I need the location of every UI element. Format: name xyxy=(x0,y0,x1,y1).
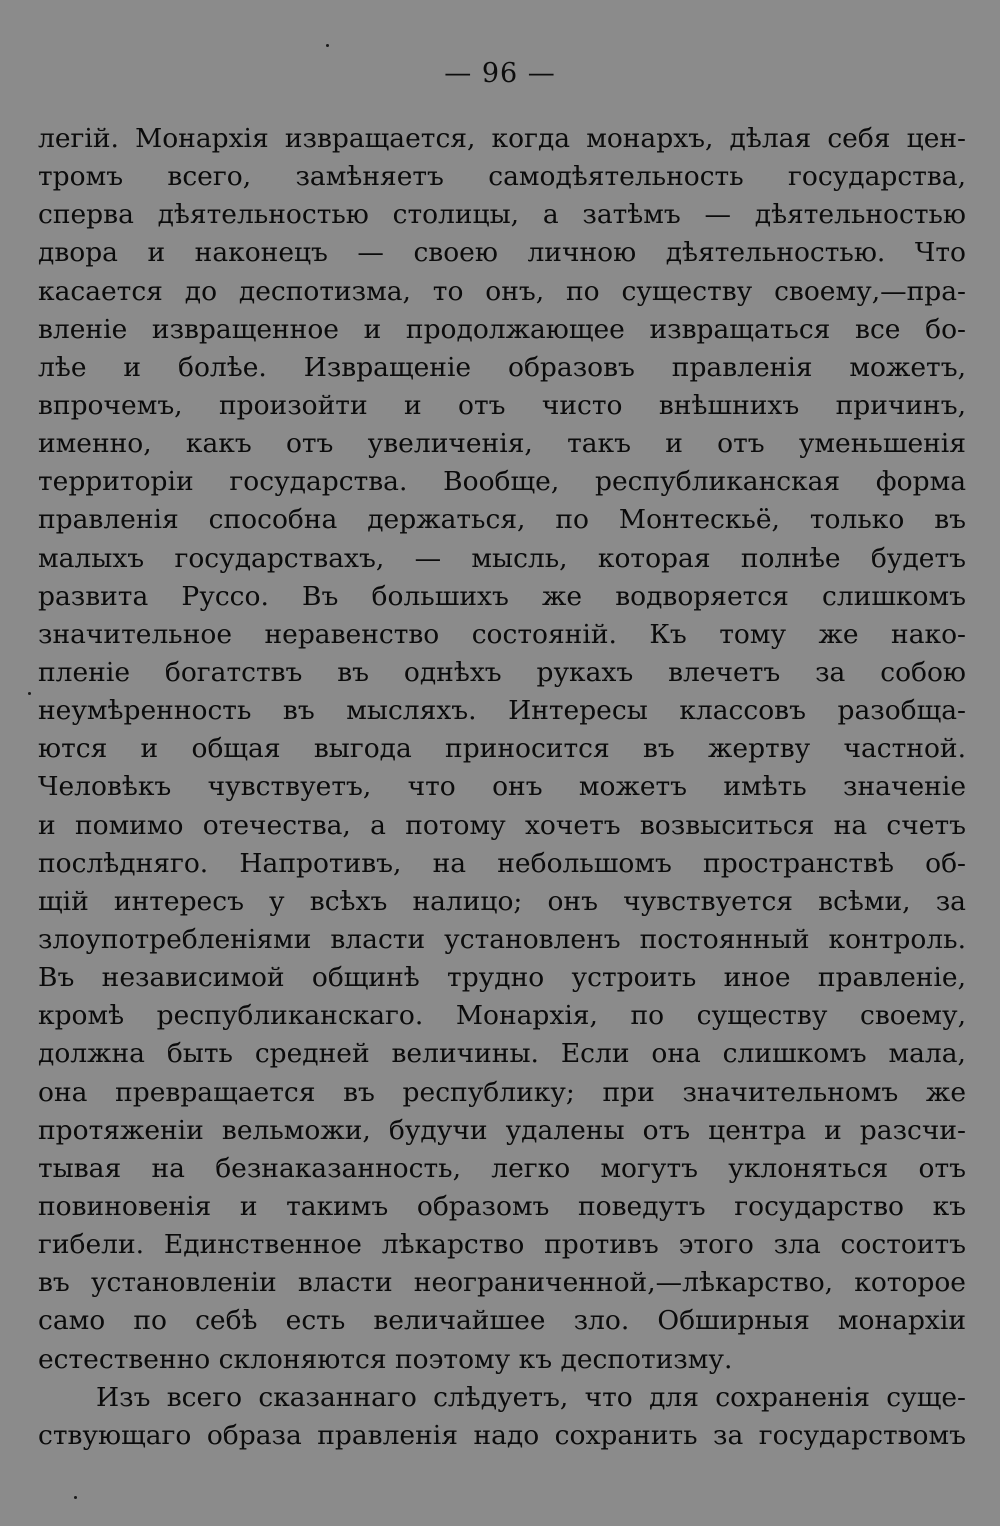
body-text xyxy=(38,120,966,1455)
text-line: легій. Монархія извращается, когда монархъ, дѣлая себя цен- xyxy=(38,123,966,154)
text-line: развита Руссо. Въ большихъ же водворяется слишкомъ xyxy=(38,580,966,612)
text-line: лѣе и болѣе. Извращеніе образовъ правленія можетъ, xyxy=(38,351,966,383)
text-line: щій интересъ у всѣхъ налицо; онъ чувствуется всѣми, за xyxy=(38,885,966,917)
text-line: кромѣ республиканскаго. Монархія, по существу своему, xyxy=(38,1000,966,1032)
text-line: ствующаго образа правленія надо сохранить за государствомъ xyxy=(38,1419,966,1451)
text-line: Въ независимой общинѣ трудно устроить иное правленіе, xyxy=(38,962,966,994)
text-line: территоріи государства. Вообще, республиканская форма xyxy=(38,466,966,498)
text-line: тывая на безнаказанность, легко могутъ уклоняться отъ xyxy=(38,1152,966,1184)
text-line: и помимо отечества, а потому хочетъ возвыситься на счетъ xyxy=(38,809,966,841)
text-line: правленія способна держаться, по Монтескьё, только въ xyxy=(38,504,966,536)
paragraph-1 xyxy=(38,120,966,1379)
text-line: неумѣренность въ мысляхъ. Интересы классовъ разобща- xyxy=(38,695,966,727)
text-line: тромъ всего, замѣняетъ самодѣятельность государства, xyxy=(38,161,966,193)
text-line: малыхъ государствахъ, — мысль, которая полнѣе будетъ xyxy=(38,542,966,574)
text-line: значительное неравенство состояній. Къ тому же нако- xyxy=(38,618,966,650)
text-line: именно, какъ отъ увеличенія, такъ и отъ уменьшенія xyxy=(38,428,966,460)
text-line: повиновенія и такимъ образомъ поведутъ государство къ xyxy=(38,1190,966,1222)
text-line: впрочемъ, произойти и отъ чисто внѣшнихъ причинъ, xyxy=(38,389,966,421)
text-line: Изъ всего сказаннаго слѣдуетъ, что для сохраненія суще- xyxy=(96,1381,966,1413)
text-line: гибели. Единственное лѣкарство противъ этого зла состоитъ xyxy=(38,1229,966,1261)
text-line: злоупотребленіями власти установленъ постоянный контроль. xyxy=(38,923,966,955)
text-line: само по себѣ есть величайшее зло. Обширныя монархіи xyxy=(38,1305,966,1337)
scan-speck xyxy=(326,44,329,47)
text-line: должна быть средней величины. Если она слишкомъ мала, xyxy=(38,1038,966,1070)
scan-speck xyxy=(74,1496,77,1499)
text-line: Человѣкъ чувствуетъ, что онъ можетъ имѣть значеніе xyxy=(38,771,966,803)
text-line: протяженіи вельможи, будучи удалены отъ центра и разсчи- xyxy=(38,1114,966,1146)
text-line: естественно склоняются поэтому къ деспотизму. xyxy=(38,1343,733,1375)
text-line: сперва дѣятельностью столицы, а затѣмъ — дѣятельностью xyxy=(38,199,966,231)
text-line: послѣдняго. Напротивъ, на небольшомъ пространствѣ об- xyxy=(38,847,966,879)
text-line: двора и наконецъ — своею личною дѣятельностью. Что xyxy=(38,237,966,269)
scan-speck xyxy=(28,692,31,695)
text-line: пленіе богатствъ въ однѣхъ рукахъ влечетъ за собою xyxy=(38,656,966,688)
paragraph-2 xyxy=(38,1379,966,1455)
text-line: вленіе извращенное и продолжающее извращаться все бо- xyxy=(38,313,966,345)
text-line: въ установленіи власти неограниченной,—лѣкарство, которое xyxy=(38,1267,966,1299)
text-line: она превращается въ республику; при значительномъ же xyxy=(38,1076,966,1108)
text-line: касается до деспотизма, то онъ, по существу своему,—пра- xyxy=(38,275,966,307)
page-number: — 96 — xyxy=(444,58,556,89)
text-line: ются и общая выгода приносится въ жертву частной. xyxy=(38,733,966,765)
